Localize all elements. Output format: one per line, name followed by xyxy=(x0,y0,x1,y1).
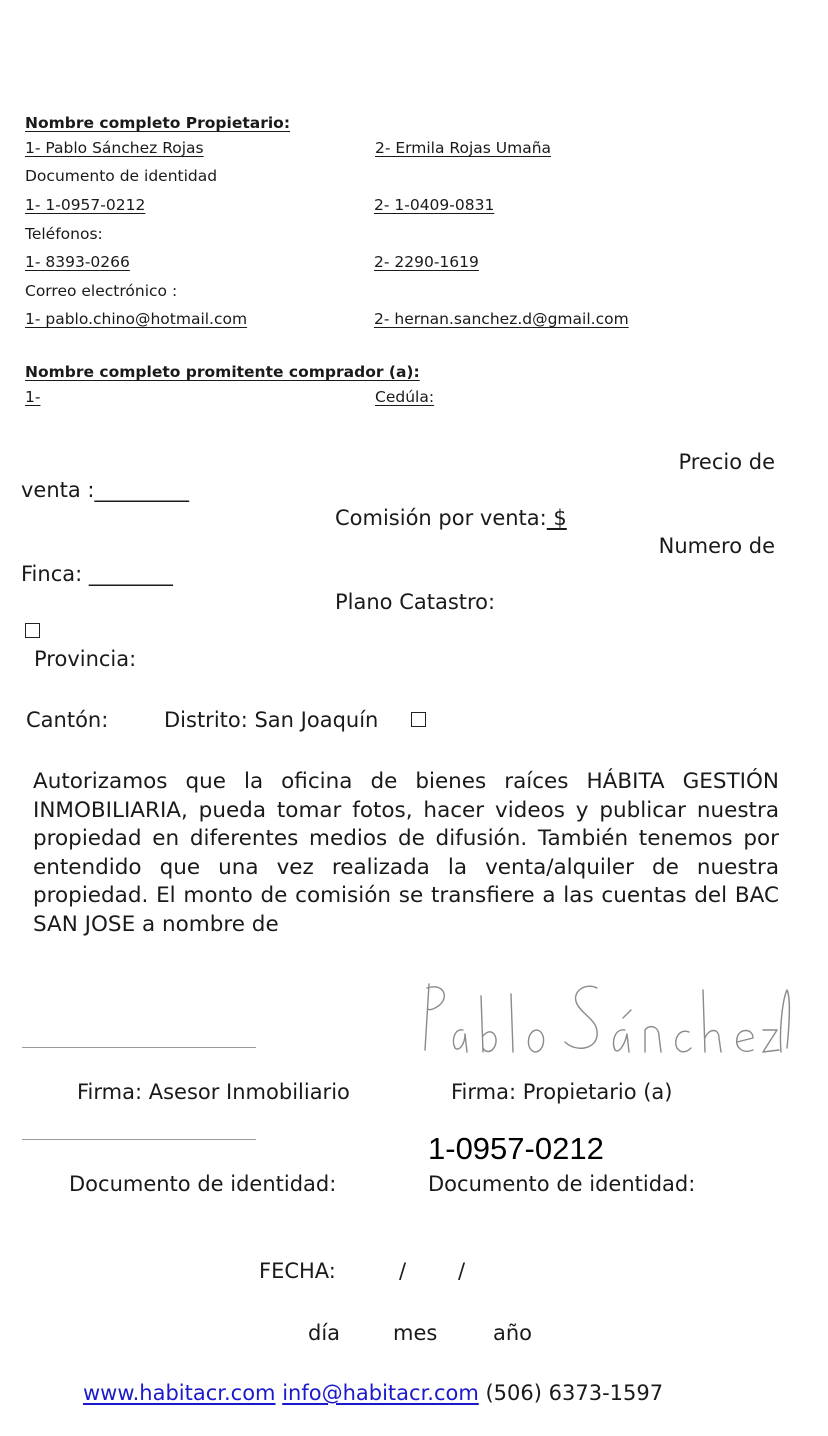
owner-doc-1: 1- 1-0957-0212 xyxy=(25,196,146,214)
owner-signature-label: Firma: Propietario (a) xyxy=(451,1080,673,1104)
date-day-label: día xyxy=(308,1321,341,1345)
commission-value: $ xyxy=(546,506,567,530)
price-label-part1: Precio de xyxy=(678,450,775,474)
advisor-signature-label: Firma: Asesor Inmobiliario xyxy=(77,1080,350,1104)
owner-phone-1: 1- 8393-0266 xyxy=(25,253,130,271)
canton-label: Cantón: xyxy=(26,708,109,732)
footer-website-link[interactable]: www.habitacr.com xyxy=(83,1381,276,1405)
buyer-heading: Nombre completo promitente comprador (a): xyxy=(25,363,420,381)
document-label: Documento de identidad xyxy=(25,167,218,185)
finca-label-part2: Finca: ________ xyxy=(21,562,173,586)
distrito-label: Distrito: San Joaquín xyxy=(164,708,379,732)
owner-phone-2: 2- 2290-1619 xyxy=(374,253,479,271)
owner-id-value: 1-0957-0212 xyxy=(428,1131,604,1166)
commission-row xyxy=(335,506,567,530)
owner-email-1: 1- pablo.chino@hotmail.com xyxy=(25,310,248,328)
distrito-checkbox[interactable] xyxy=(411,712,426,727)
date-month-label: mes xyxy=(393,1321,438,1345)
advisor-signature-line xyxy=(22,1047,256,1048)
provincia-label: Provincia: xyxy=(34,647,137,671)
authorization-paragraph: Autorizamos que la oficina de bienes raíces HÁBITA GESTIÓN INMOBILIARIA, pueda tomar fotos, hacer videos y publicar nuestra propiedad en diferentes medios de difusión. También tenemos por entendido que una vez realizada la venta/alquiler de nuestra propiedad. El monto de comisión se transfiere a las cuentas del BAC SAN JOSE a nombre de xyxy=(33,769,779,937)
phones-label: Teléfonos: xyxy=(25,225,103,243)
advisor-document-label: Documento de identidad: xyxy=(69,1172,337,1196)
owner-name-2: 2- Ermila Rojas Umaña xyxy=(375,139,552,157)
plano-label: Plano Catastro: xyxy=(335,590,496,614)
footer xyxy=(83,1381,663,1405)
footer-email-link[interactable]: info@habitacr.com xyxy=(282,1381,479,1405)
owner-signature xyxy=(415,978,795,1060)
buyer-name-1: 1- xyxy=(25,388,41,406)
owner-name-1: 1- Pablo Sánchez Rojas xyxy=(25,139,204,157)
date-separator-2: / xyxy=(458,1259,466,1283)
advisor-id-line xyxy=(22,1139,256,1140)
date-label: FECHA: xyxy=(259,1259,336,1283)
price-label-part2: venta :_________ xyxy=(21,478,190,502)
email-label: Correo electrónico : xyxy=(25,282,178,300)
date-year-label: año xyxy=(493,1321,533,1345)
owner-document-label: Documento de identidad: xyxy=(428,1172,696,1196)
owner-doc-2: 2- 1-0409-0831 xyxy=(374,196,495,214)
owner-email-2: 2- hernan.sanchez.d@gmail.com xyxy=(374,310,629,328)
finca-label-part1: Numero de xyxy=(658,534,775,558)
plano-checkbox[interactable] xyxy=(25,623,40,638)
date-separator-1: / xyxy=(399,1259,407,1283)
owner-heading: Nombre completo Propietario: xyxy=(25,114,291,132)
commission-label: Comisión por venta: xyxy=(335,506,547,530)
buyer-cedula-label: Cedúla: xyxy=(375,388,435,406)
footer-phone: (506) 6373-1597 xyxy=(485,1381,664,1405)
